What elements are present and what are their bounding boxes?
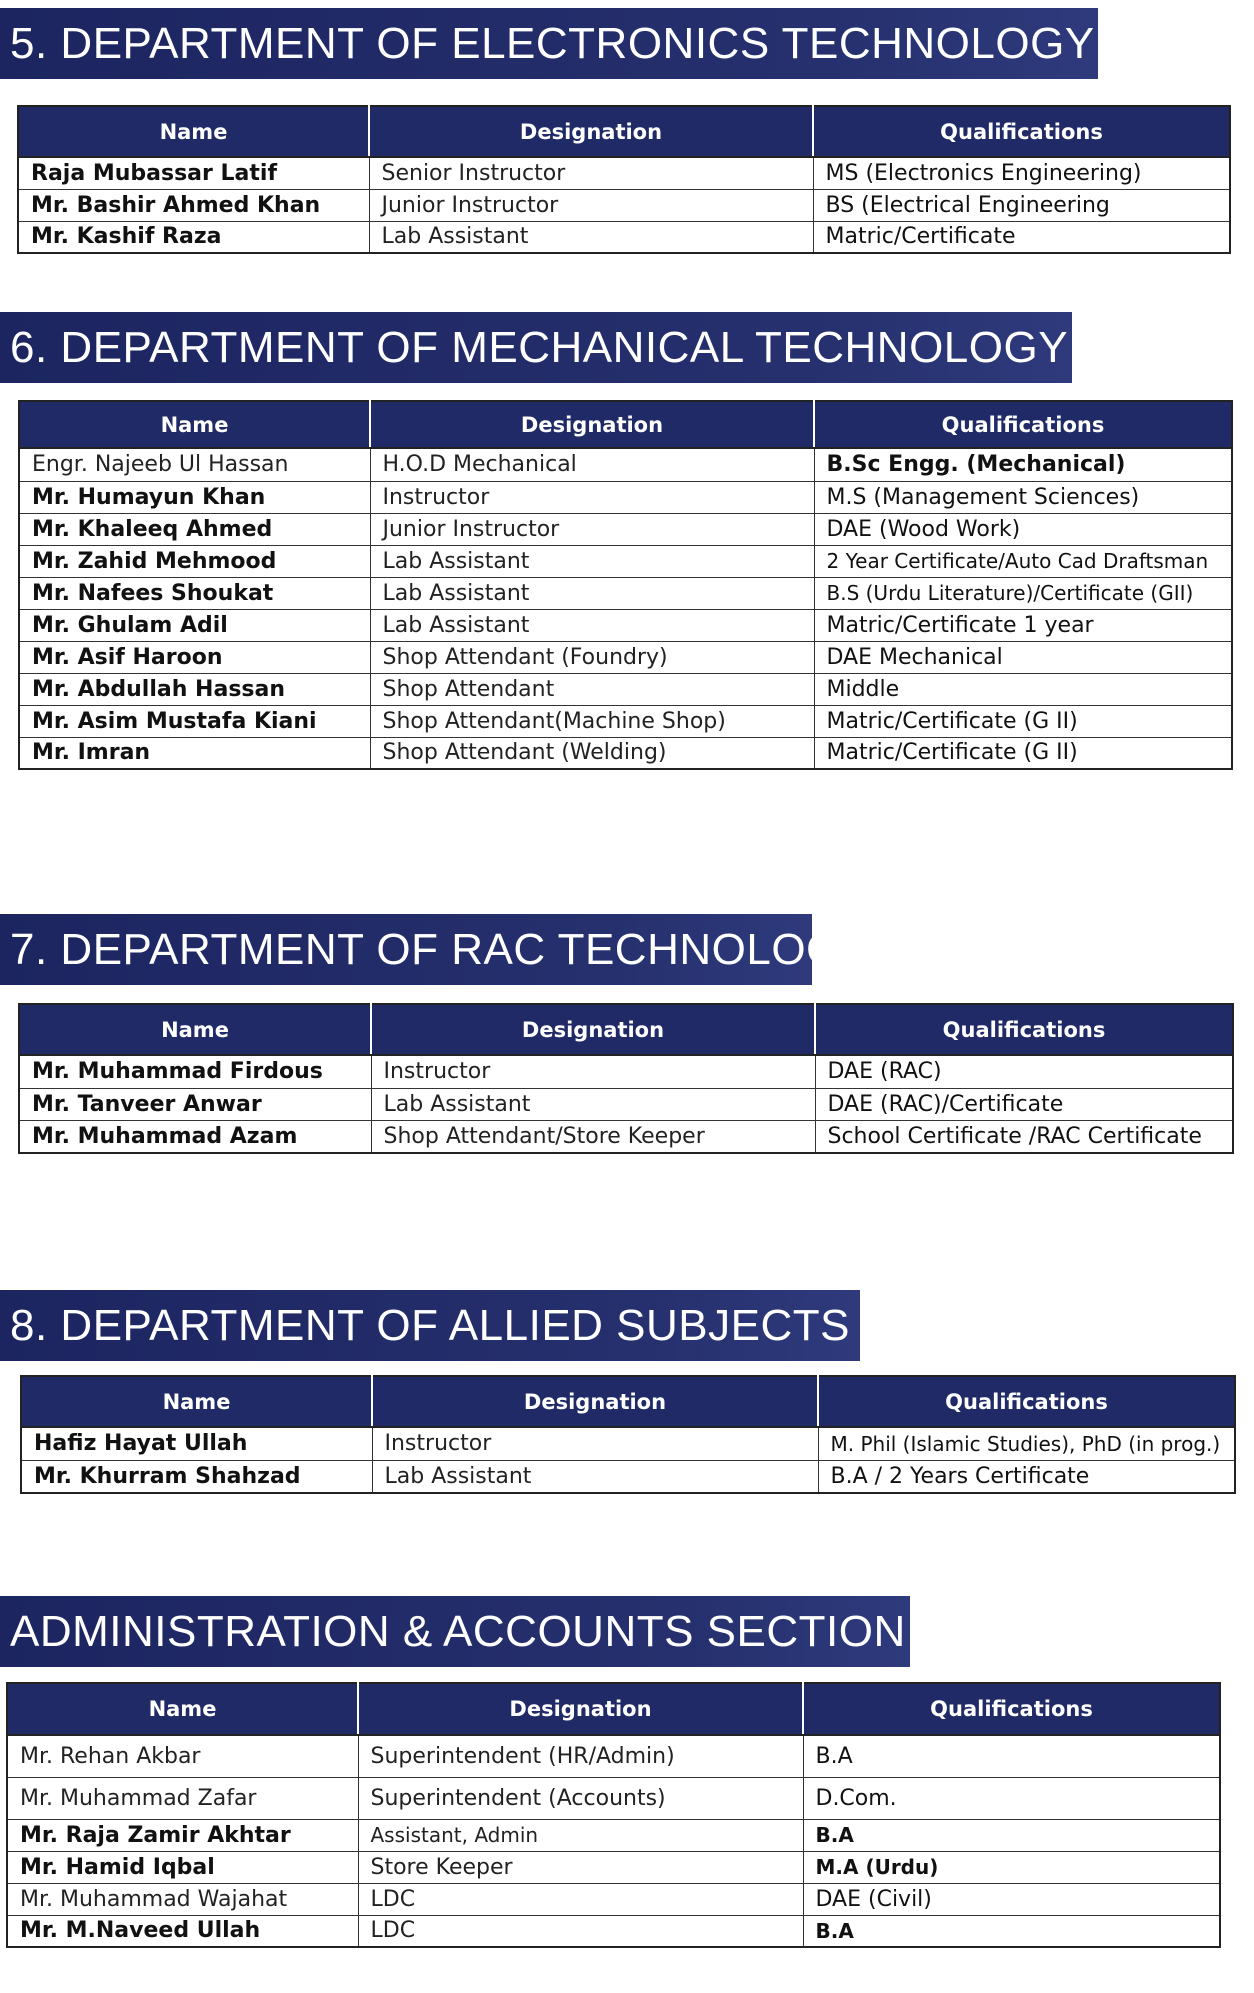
section-title: 7. DEPARTMENT OF RAC TECHNOLOGY (0, 914, 812, 985)
cell-name: Mr. Tanveer Anwar (19, 1088, 371, 1120)
cell-designation: Lab Assistant (372, 1460, 818, 1493)
cell-designation: Lab Assistant (370, 609, 814, 641)
column-header-designation: Designation (371, 1004, 815, 1055)
column-header-designation: Designation (369, 106, 813, 157)
cell-qualifications: MS (Electronics Engineering) (813, 157, 1230, 189)
table-header-row (7, 1683, 1220, 1735)
cell-name: Mr. Ghulam Adil (19, 609, 370, 641)
table-row (7, 1777, 1220, 1819)
cell-qualifications: B.A (803, 1735, 1220, 1777)
cell-qualifications: Matric/Certificate (G II) (814, 705, 1232, 737)
column-header-designation: Designation (370, 401, 814, 448)
cell-name: Mr. M.Naveed Ullah (7, 1915, 358, 1947)
cell-designation: Lab Assistant (370, 577, 814, 609)
cell-designation: LDC (358, 1883, 803, 1915)
column-header-name: Name (7, 1683, 358, 1735)
table-row (19, 1088, 1233, 1120)
staff-table (18, 400, 1233, 770)
table-row (19, 641, 1232, 673)
table-header-row (19, 401, 1232, 448)
column-header-name: Name (19, 401, 370, 448)
cell-designation: Shop Attendant (370, 673, 814, 705)
column-header-name: Name (19, 1004, 371, 1055)
table-row (7, 1883, 1220, 1915)
section-title: 8. DEPARTMENT OF ALLIED SUBJECTS (0, 1290, 860, 1361)
cell-name: Mr. Muhammad Firdous (19, 1055, 371, 1088)
table-header-row (19, 1004, 1233, 1055)
cell-designation: Junior Instructor (370, 513, 814, 545)
cell-qualifications: M.A (Urdu) (803, 1851, 1220, 1883)
cell-designation: Lab Assistant (370, 545, 814, 577)
table-row (19, 513, 1232, 545)
cell-name: Mr. Abdullah Hassan (19, 673, 370, 705)
cell-designation: Senior Instructor (369, 157, 813, 189)
staff-table (18, 1003, 1234, 1154)
cell-designation: Lab Assistant (371, 1088, 815, 1120)
section-title: ADMINISTRATION & ACCOUNTS SECTION (0, 1596, 910, 1667)
cell-designation: Instructor (371, 1055, 815, 1088)
cell-qualifications: B.A (803, 1819, 1220, 1851)
column-header-qualifications: Qualifications (803, 1683, 1220, 1735)
cell-name: Mr. Kashif Raza (18, 221, 369, 253)
cell-name: Mr. Khaleeq Ahmed (19, 513, 370, 545)
cell-qualifications: M.S (Management Sciences) (814, 481, 1232, 513)
table-header-row (18, 106, 1230, 157)
cell-designation: Shop Attendant/Store Keeper (371, 1120, 815, 1153)
cell-name: Mr. Humayun Khan (19, 481, 370, 513)
cell-name: Mr. Nafees Shoukat (19, 577, 370, 609)
table-header-row (21, 1376, 1235, 1427)
table-row (19, 705, 1232, 737)
table-row (7, 1915, 1220, 1947)
table-row (19, 448, 1232, 481)
cell-name: Mr. Asif Haroon (19, 641, 370, 673)
column-header-designation: Designation (372, 1376, 818, 1427)
cell-qualifications: DAE (RAC) (815, 1055, 1233, 1088)
cell-qualifications: D.Com. (803, 1777, 1220, 1819)
cell-name: Mr. Imran (19, 737, 370, 769)
cell-qualifications: 2 Year Certificate/Auto Cad Draftsman (814, 545, 1232, 577)
column-header-name: Name (18, 106, 369, 157)
cell-qualifications: B.Sc Engg. (Mechanical) (814, 448, 1232, 481)
column-header-qualifications: Qualifications (814, 401, 1232, 448)
table-row (7, 1819, 1220, 1851)
cell-qualifications: DAE (RAC)/Certificate (815, 1088, 1233, 1120)
cell-qualifications: BS (Electrical Engineering (813, 189, 1230, 221)
column-header-qualifications: Qualifications (815, 1004, 1233, 1055)
column-header-qualifications: Qualifications (813, 106, 1230, 157)
section-title: 6. DEPARTMENT OF MECHANICAL TECHNOLOGY (0, 312, 1072, 383)
table-row (7, 1851, 1220, 1883)
cell-designation: Superintendent (HR/Admin) (358, 1735, 803, 1777)
cell-designation: Shop Attendant(Machine Shop) (370, 705, 814, 737)
cell-name: Mr. Muhammad Zafar (7, 1777, 358, 1819)
cell-designation: Instructor (370, 481, 814, 513)
cell-name: Engr. Najeeb Ul Hassan (19, 448, 370, 481)
cell-designation: Lab Assistant (369, 221, 813, 253)
cell-name: Mr. Zahid Mehmood (19, 545, 370, 577)
table-row (19, 609, 1232, 641)
cell-qualifications: Matric/Certificate (813, 221, 1230, 253)
cell-name: Mr. Asim Mustafa Kiani (19, 705, 370, 737)
cell-qualifications: M. Phil (Islamic Studies), PhD (in prog.) (818, 1427, 1235, 1460)
table-row (19, 481, 1232, 513)
cell-qualifications: B.A (803, 1915, 1220, 1947)
table-row (18, 189, 1230, 221)
table-row (21, 1460, 1235, 1493)
cell-designation: Superintendent (Accounts) (358, 1777, 803, 1819)
cell-name: Mr. Khurram Shahzad (21, 1460, 372, 1493)
cell-name: Hafiz Hayat Ullah (21, 1427, 372, 1460)
table-row (18, 221, 1230, 253)
cell-qualifications: School Certificate /RAC Certificate (815, 1120, 1233, 1153)
cell-designation: Assistant, Admin (358, 1819, 803, 1851)
section-title: 5. DEPARTMENT OF ELECTRONICS TECHNOLOGY (0, 8, 1098, 79)
table-row (19, 673, 1232, 705)
table-row (18, 157, 1230, 189)
cell-designation: H.O.D Mechanical (370, 448, 814, 481)
table-row (19, 545, 1232, 577)
cell-name: Mr. Muhammad Azam (19, 1120, 371, 1153)
table-row (19, 737, 1232, 769)
cell-qualifications: DAE (Wood Work) (814, 513, 1232, 545)
cell-designation: Instructor (372, 1427, 818, 1460)
column-header-name: Name (21, 1376, 372, 1427)
table-row (21, 1427, 1235, 1460)
cell-name: Mr. Raja Zamir Akhtar (7, 1819, 358, 1851)
staff-table (17, 105, 1231, 254)
table-row (19, 577, 1232, 609)
staff-table (20, 1375, 1236, 1494)
table-row (19, 1120, 1233, 1153)
cell-designation: Shop Attendant (Foundry) (370, 641, 814, 673)
column-header-designation: Designation (358, 1683, 803, 1735)
cell-name: Raja Mubassar Latif (18, 157, 369, 189)
staff-table (6, 1682, 1221, 1948)
cell-qualifications: B.S (Urdu Literature)/Certificate (GII) (814, 577, 1232, 609)
cell-qualifications: Middle (814, 673, 1232, 705)
cell-designation: Shop Attendant (Welding) (370, 737, 814, 769)
cell-designation: Store Keeper (358, 1851, 803, 1883)
table-row (19, 1055, 1233, 1088)
cell-name: Mr. Rehan Akbar (7, 1735, 358, 1777)
cell-qualifications: DAE Mechanical (814, 641, 1232, 673)
cell-name: Mr. Bashir Ahmed Khan (18, 189, 369, 221)
cell-name: Mr. Muhammad Wajahat (7, 1883, 358, 1915)
table-row (7, 1735, 1220, 1777)
cell-name: Mr. Hamid Iqbal (7, 1851, 358, 1883)
cell-qualifications: B.A / 2 Years Certificate (818, 1460, 1235, 1493)
cell-qualifications: Matric/Certificate 1 year (814, 609, 1232, 641)
cell-designation: Junior Instructor (369, 189, 813, 221)
cell-qualifications: DAE (Civil) (803, 1883, 1220, 1915)
column-header-qualifications: Qualifications (818, 1376, 1235, 1427)
cell-qualifications: Matric/Certificate (G II) (814, 737, 1232, 769)
cell-designation: LDC (358, 1915, 803, 1947)
